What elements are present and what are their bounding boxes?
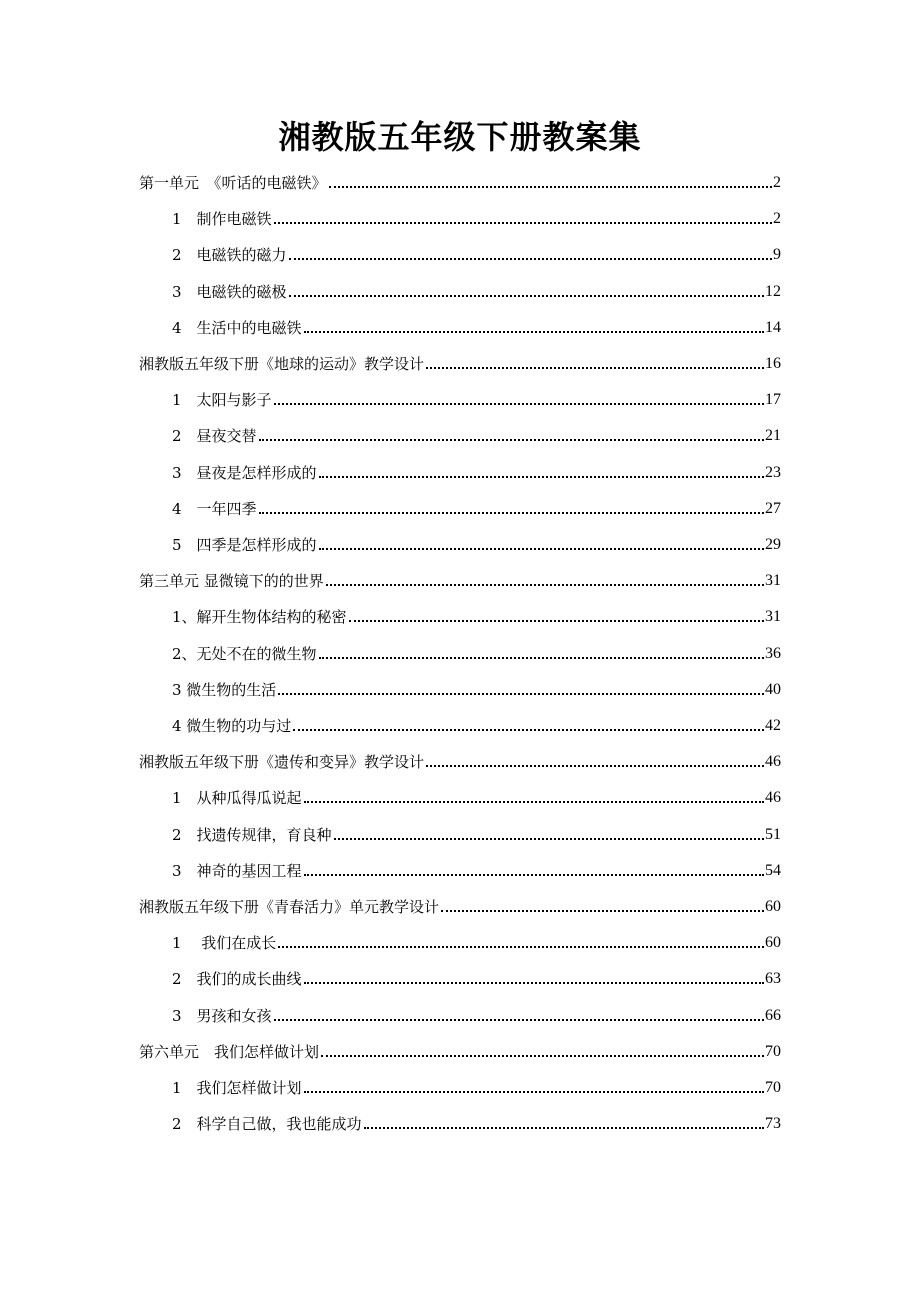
toc-section-entry[interactable]: [139, 163, 781, 193]
toc-entry-label: 2 昼夜交替: [172, 427, 257, 446]
toc-entry-label: 湘教版五年级下册《遗传和变异》教学设计: [139, 753, 425, 772]
toc-dot-leader: [274, 222, 772, 224]
toc-page-number: 23: [765, 463, 781, 481]
toc-entry-label: 1 太阳与影子: [172, 391, 272, 410]
toc-page-number: 31: [765, 608, 781, 626]
toc-page-number: 2: [773, 174, 781, 191]
toc-dot-leader: [334, 838, 764, 840]
toc-page-number: 46: [765, 789, 781, 807]
toc-entry-label: 第三单元 显微镜下的的世界: [139, 572, 324, 591]
toc-page-number: 27: [765, 499, 781, 517]
toc-page-number: 60: [765, 934, 781, 952]
toc-subsection-entry[interactable]: [172, 778, 781, 808]
toc-subsection-entry[interactable]: [172, 1104, 781, 1134]
toc-dot-leader: [319, 548, 764, 550]
toc-entry-label: 2 我们的成长曲线: [172, 970, 302, 989]
toc-dot-leader: [278, 693, 764, 695]
toc-entry-label: 2 电磁铁的磁力: [172, 246, 287, 265]
toc-dot-leader: [321, 1055, 764, 1057]
toc-page-number: 21: [765, 427, 781, 445]
toc-page-number: 2: [773, 210, 781, 228]
toc-entry-label: 3 神奇的基因工程: [172, 861, 302, 880]
toc-entry-label: 湘教版五年级下册《地球的运动》教学设计: [139, 355, 425, 373]
toc-subsection-entry[interactable]: [172, 815, 781, 845]
toc-dot-leader: [364, 1127, 764, 1129]
toc-entry-label: 2、无处不在的微生物: [172, 644, 317, 663]
toc-section-entry[interactable]: [139, 344, 781, 374]
toc-subsection-entry[interactable]: [172, 380, 781, 410]
toc-dot-leader: [426, 765, 764, 767]
toc-entry-label: 第六单元 我们怎样做计划: [139, 1042, 320, 1061]
toc-entry-label: 第一单元 《听话的电磁铁》: [139, 174, 327, 192]
toc-subsection-entry[interactable]: [172, 453, 781, 483]
toc-dot-leader: [304, 1091, 764, 1093]
toc-subsection-entry[interactable]: [172, 670, 781, 700]
toc-page-number: 12: [765, 282, 781, 300]
toc-page-number: 51: [765, 825, 781, 843]
toc-subsection-entry[interactable]: [172, 199, 781, 229]
toc-dot-leader: [326, 584, 764, 586]
toc-page-number: 70: [765, 1079, 781, 1096]
toc-page-number: 70: [765, 1042, 781, 1060]
toc-page-number: 54: [765, 861, 781, 879]
toc-page-number: 40: [765, 680, 781, 698]
toc-section-entry[interactable]: [139, 561, 781, 591]
toc-subsection-entry[interactable]: [172, 597, 781, 627]
toc-entry-label: 5 四季是怎样形成的: [172, 536, 317, 554]
toc-page-number: 16: [765, 355, 781, 372]
toc-entry-label: 3 电磁铁的磁极: [172, 282, 287, 301]
toc-entry-label: 3 男孩和女孩: [172, 1006, 272, 1025]
toc-page-number: 9: [773, 246, 781, 264]
toc-dot-leader: [319, 657, 764, 659]
toc-dot-leader: [304, 801, 764, 803]
toc-subsection-entry[interactable]: [172, 923, 781, 953]
toc-dot-leader: [259, 439, 764, 441]
toc-dot-leader: [329, 186, 772, 188]
toc-subsection-entry[interactable]: [172, 851, 781, 881]
toc-page-number: 63: [765, 970, 781, 988]
toc-subsection-entry[interactable]: [172, 235, 781, 265]
toc-subsection-entry[interactable]: [172, 272, 781, 302]
toc-page-number: 73: [765, 1115, 781, 1133]
toc-dot-leader: [293, 729, 764, 731]
toc-page-number: 31: [765, 572, 781, 590]
toc-subsection-entry[interactable]: [172, 416, 781, 446]
toc-section-entry[interactable]: [139, 887, 781, 917]
toc-entry-label: 3 昼夜是怎样形成的: [172, 463, 317, 482]
document-title: 湘教版五年级下册教案集: [278, 118, 642, 156]
toc-entry-label: 1 我们在成长: [172, 934, 277, 953]
toc-entry-label: 2 找遗传规律，育良种: [172, 825, 332, 844]
toc-dot-leader: [259, 512, 764, 514]
toc-dot-leader: [289, 295, 764, 297]
toc-subsection-entry[interactable]: [172, 706, 781, 736]
toc-section-entry[interactable]: [139, 1032, 781, 1062]
toc-page-number: 36: [765, 644, 781, 662]
toc-entry-label: 4 一年四季: [172, 499, 257, 518]
toc-entry-label: 1、解开生物体结构的秘密: [172, 608, 347, 627]
toc-subsection-entry[interactable]: [172, 308, 781, 338]
toc-dot-leader: [289, 258, 772, 260]
toc-subsection-entry[interactable]: [172, 1068, 781, 1098]
toc-dot-leader: [349, 620, 764, 622]
toc-dot-leader: [304, 982, 764, 984]
toc-entry-label: 1 从种瓜得瓜说起: [172, 789, 302, 808]
toc-page-number: 66: [765, 1006, 781, 1024]
toc-dot-leader: [274, 403, 764, 405]
toc-subsection-entry[interactable]: [172, 489, 781, 519]
toc-dot-leader: [278, 946, 764, 948]
toc-page-number: 29: [765, 536, 781, 553]
toc-page-number: 46: [765, 753, 781, 771]
toc-dot-leader: [426, 367, 764, 369]
toc-entry-label: 湘教版五年级下册《青春活力》单元教学设计: [139, 898, 440, 916]
toc-entry-label: 1 我们怎样做计划: [172, 1079, 302, 1097]
toc-section-entry[interactable]: [139, 742, 781, 772]
toc-page-number: 17: [765, 391, 781, 409]
toc-entry-label: 1 制作电磁铁: [172, 210, 272, 229]
toc-entry-label: 4 生活中的电磁铁: [172, 318, 302, 337]
toc-entry-label: 2 科学自己做，我也能成功: [172, 1115, 362, 1134]
toc-subsection-entry[interactable]: [172, 634, 781, 664]
toc-page-number: 42: [765, 717, 781, 734]
toc-subsection-entry[interactable]: [172, 996, 781, 1026]
toc-entry-label: 3 微生物的生活: [172, 680, 277, 699]
toc-entry-label: 4 微生物的功与过: [172, 717, 292, 735]
toc-dot-leader: [304, 331, 764, 333]
toc-subsection-entry[interactable]: [172, 525, 781, 555]
toc-dot-leader: [319, 476, 764, 478]
toc-subsection-entry[interactable]: [172, 959, 781, 989]
toc-dot-leader: [304, 874, 764, 876]
toc-page-number: 14: [765, 318, 781, 336]
toc-dot-leader: [441, 910, 764, 912]
toc-dot-leader: [274, 1019, 764, 1021]
toc-page-number: 60: [765, 898, 781, 915]
